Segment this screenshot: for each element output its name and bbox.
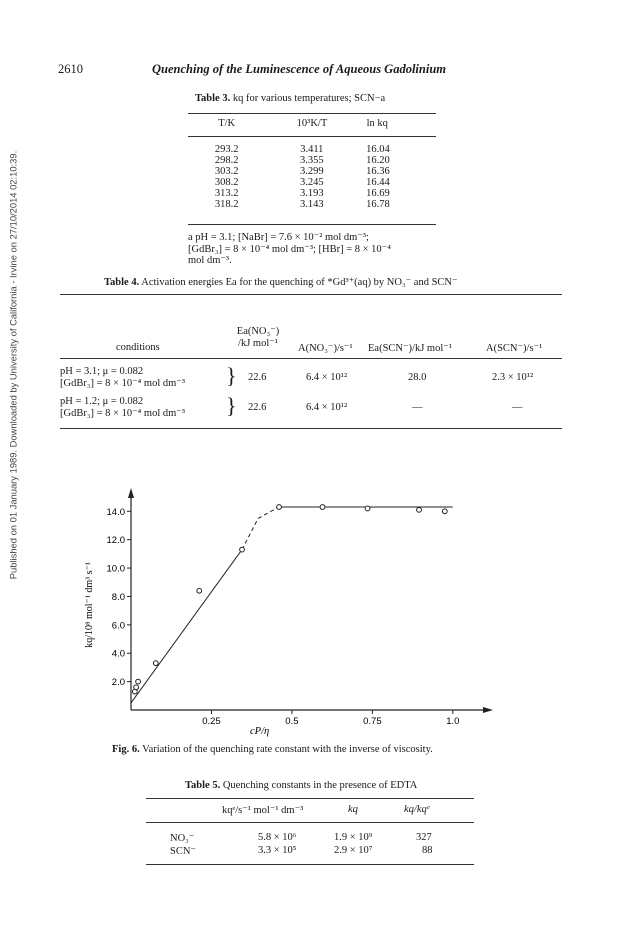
table4-cond-line: pH = 3.1; μ = 0.082 (60, 366, 144, 377)
table-row (188, 144, 436, 155)
table4-bottom-rule (60, 428, 562, 429)
table-cell: — (512, 402, 523, 413)
y-axis-label: kq/10⁸ mol⁻¹ dm³ s⁻¹ (84, 562, 95, 648)
table-cell: SCN⁻ (170, 846, 196, 857)
y-tick-label: 8.0 (111, 591, 125, 603)
table-cell: 3.245 (300, 177, 324, 188)
table3-header-row (188, 118, 436, 129)
table3-body (188, 144, 436, 210)
table4-caption-text: Activation energies Ea for the quenching of *Gd³⁺(aq) by NO₃⁻ and SCN⁻ (141, 277, 458, 288)
table-cell: 2.3 × 10¹² (492, 372, 534, 383)
table-row (188, 155, 436, 166)
y-tick-label: 4.0 (111, 648, 125, 660)
table4-header-a-scn: A(SCN⁻)/s⁻¹ (486, 343, 543, 354)
axes (128, 488, 493, 713)
table4-cond-line: [GdBr₃] = 8 × 10⁻⁴ mol dm⁻³ (60, 408, 185, 419)
table5-header-rule (146, 822, 474, 823)
table3-header-cell: T/K (218, 118, 236, 129)
table3-footnote-line: mol dm⁻³. (188, 255, 232, 266)
table5-header-ratio: kq/kqᵉ (404, 804, 430, 815)
table5-header-kqe: kqᵉ/s⁻¹ mol⁻¹ dm⁻³ (222, 805, 304, 816)
table-cell: NO₃⁻ (170, 833, 195, 844)
table-cell: 16.69 (366, 188, 390, 199)
table4-cond-line: pH = 1.2; μ = 0.082 (60, 396, 144, 407)
table-cell: 22.6 (248, 372, 267, 383)
table-cell: 327 (416, 832, 432, 843)
table-cell: 16.36 (366, 166, 390, 177)
y-tick-label: 14.0 (106, 506, 125, 518)
table-cell: 308.2 (214, 177, 239, 188)
table-cell: 22.6 (248, 402, 267, 413)
table-cell: 6.4 × 10¹² (306, 372, 348, 383)
x-tick-label: 0.75 (363, 716, 382, 727)
table5-label: Table 5. (185, 780, 221, 791)
table-cell: 16.44 (366, 177, 390, 188)
data-points (132, 505, 447, 694)
table-cell: 3.355 (300, 155, 324, 166)
table-cell: 293.2 (214, 144, 239, 155)
table-cell: 313.2 (214, 188, 239, 199)
table-cell: 16.04 (366, 144, 390, 155)
data-point (134, 685, 139, 690)
table5-header-kq: kq (348, 804, 358, 815)
y-tick-label: 6.0 (111, 620, 125, 632)
data-point (197, 588, 202, 593)
table-cell: 16.78 (366, 199, 390, 210)
data-point (136, 679, 141, 684)
table-cell: 3.299 (300, 166, 324, 177)
y-tick-label: 10.0 (106, 563, 125, 575)
y-tick-label: 12.0 (106, 535, 125, 547)
y-ticks (107, 507, 132, 688)
figure6-chart (84, 470, 500, 737)
table-row (188, 166, 436, 177)
data-point (442, 509, 447, 514)
figure6-label: Fig. 6. (112, 744, 140, 755)
running-title: Quenching of the Luminescence of Aqueous Gadolinium (152, 62, 447, 76)
table-cell: 88 (422, 845, 433, 856)
table3-label: Table 3. (195, 93, 231, 104)
table4-header-a-no3: A(NO₃⁻)/s⁻¹ (298, 343, 353, 354)
data-point (240, 547, 245, 552)
x-axis-arrow (483, 707, 493, 713)
table4-header-ea-scn: Ea(SCN⁻)/kJ mol⁻¹ (368, 343, 452, 354)
table-cell: 2.9 × 10⁷ (334, 845, 373, 856)
y-axis-arrow (128, 488, 134, 498)
y-tick-label: 2.0 (111, 677, 125, 689)
table-cell: 28.0 (408, 372, 427, 383)
table4-row2-conditions (60, 396, 185, 420)
table5-caption (185, 780, 417, 791)
figure6-caption-text: Variation of the quenching rate constant with the inverse of viscosity. (142, 744, 433, 755)
table4-caption (104, 276, 458, 288)
table-cell: 3.3 × 10⁵ (258, 845, 297, 856)
data-point (277, 505, 282, 510)
table4-cond-line: [GdBr₃] = 8 × 10⁻⁴ mol dm⁻³ (60, 378, 185, 389)
table3-bottom-rule (188, 224, 436, 225)
table5-top-rule (146, 798, 474, 799)
x-tick-label: 1.0 (446, 716, 460, 727)
table4-header-conditions: conditions (116, 342, 160, 353)
data-point (320, 505, 325, 510)
table-row (188, 177, 436, 188)
table3-header-cell: ln kq (366, 118, 388, 129)
table4-row1-brace: } (226, 363, 237, 388)
table-cell: 3.193 (300, 188, 324, 199)
table4-top-rule (60, 294, 562, 295)
table4-row2-brace: } (226, 393, 237, 418)
table-cell: — (412, 402, 423, 413)
dashed-fit-line (242, 507, 279, 550)
watermark-text: Published on 01 January 1989. Downloaded by University of California - Irvine on 27/10/2014 02:10:39. (7, 150, 19, 580)
table4-header-ea-no3-line: /kJ mol⁻¹ (238, 338, 278, 349)
download-watermark (2, 130, 24, 600)
table5-bottom-rule (146, 864, 474, 865)
table-cell: 298.2 (214, 155, 239, 166)
table-cell: 1.9 × 10⁹ (334, 832, 373, 843)
table-row (188, 199, 436, 210)
table-cell: 303.2 (214, 166, 239, 177)
table3-footnote-line: a pH = 3.1; [NaBr] = 7.6 × 10⁻² mol dm⁻³; (188, 232, 369, 243)
table4-row1-conditions (60, 366, 185, 390)
table3-footnote (188, 232, 448, 267)
solid-fit-line (131, 550, 242, 703)
table-row (188, 188, 436, 199)
table-cell: 3.411 (300, 144, 324, 155)
table4-header-ea-no3-line: Ea(NO₃⁻) (236, 326, 280, 337)
table4-header-ea-no3 (230, 326, 286, 350)
x-axis-label: cP/η (250, 726, 270, 737)
table4-label: Table 4. (104, 277, 140, 288)
data-point (153, 661, 158, 666)
data-point (417, 507, 422, 512)
x-tick-label: 0.5 (285, 716, 299, 727)
table3-footnote-line: [GdBr₃] = 8 × 10⁻⁴ mol dm⁻³; [HBr] = 8 × 10⁻⁴ (188, 243, 391, 255)
table3-caption-text: kq for various temperatures; SCN−a (232, 93, 386, 104)
table-cell: 5.8 × 10⁶ (258, 832, 297, 843)
table4-header-rule (60, 358, 562, 359)
table3-caption (195, 93, 385, 104)
table3 (188, 118, 436, 129)
table5-caption-text: Quenching constants in the presence of EDTA (222, 780, 418, 791)
fit-lines (131, 507, 453, 703)
figure6-caption (112, 744, 433, 755)
page-number: 2610 (58, 62, 83, 76)
x-tick-label: 0.25 (202, 716, 221, 727)
table3-header-rule (188, 136, 436, 137)
data-point (365, 506, 370, 511)
x-ticks (202, 710, 459, 727)
table3-header-cell: 10³K/T (296, 118, 328, 129)
table-cell: 3.143 (300, 199, 324, 210)
table-cell: 318.2 (214, 199, 239, 210)
table-cell: 6.4 × 10¹² (306, 402, 348, 413)
table3-top-rule (188, 113, 436, 114)
table-cell: 16.20 (366, 155, 390, 166)
